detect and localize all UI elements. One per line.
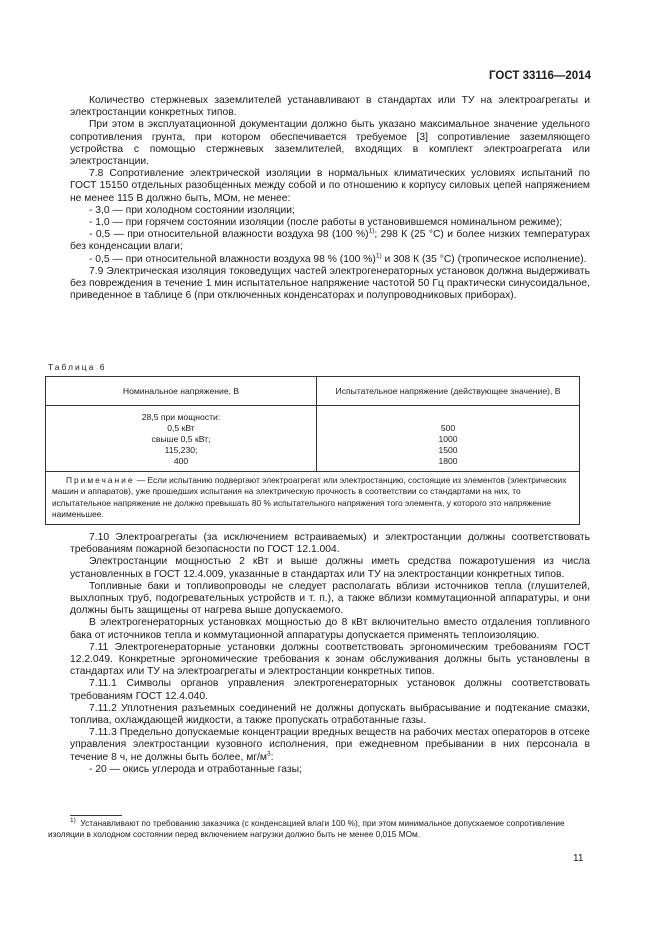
list-item: - 0,5 — при относительной влажности воздуха 98 (100 %)$^{1)}$; 298 К (25 °С) и более низких температурах без конденсации влаги; [70, 227, 590, 253]
paragraph: Электростанции мощностью 2 кВт и выше должны иметь средства пожаротушения из числа установленных в ГОСТ 12.4.009, указанные в стандартах или ТУ на электростанции конкретных типов. [70, 556, 590, 580]
paragraph: Количество стержневых заземлителей устанавливают в стандартах или ТУ на электроагрегаты и электростанции конкретных типов. [70, 95, 590, 119]
table-row [46, 406, 580, 472]
paragraph-7-11: 7.11 Электрогенераторные установки должны соответствовать эргономическим требованиям ГОСТ 12.2.049. Конкретные эргономические требования к зонам обслуживания должны быть установлены в стандартах или ТУ на электроагрегаты и электростанции конкретных типов. [70, 641, 590, 678]
footnote-ref: 1) [375, 252, 382, 260]
table-note: Примечание — Если испытанию подвергают электроагрегат или электростанцию, состоящие из элементов (электрических машин и аппаратов), уже прошедших испытания на электрическую прочность в соответствии со стандартами на них, то испытательное напряжение не должно превышать 80 % испытательного напряжения того элемента, у которого это напряжение наименьшее. [46, 472, 580, 525]
table-6 [45, 376, 580, 525]
paragraph: В электрогенераторных установках мощностью до 8 кВт включительно вместо отдаления топливного бака от источников тепла и коммутационной аппаратуры допускается применять теплоизоляцию. [70, 617, 590, 641]
paragraph-7-11-1: 7.11.1 Символы органов управления электрогенераторных установок должны соответствовать требованиям ГОСТ 12.4.040. [70, 678, 590, 702]
nominal-voltage-cell: 28,5 при мощности: 0,5 кВт свыше 0,5 кВт; 115,230; 400 [46, 406, 317, 472]
paragraph-7-11-3: 7.11.3 Предельно допускаемые концентрации вредных веществ на рабочих местах операторов в отсеке управления электростанции кузовного исполнения, при ежедневном пребывании в них персонала в течение 8 ч, не должны быть более, $мг/м^3$: [70, 727, 590, 763]
list-item: - 3,0 — при холодном состоянии изоляции; [89, 204, 295, 216]
table-header-row [46, 377, 580, 406]
paragraph: Топливные баки и топливопроводы не следует располагать вблизи источников тепла (глушителей, выхлопных труб, подогревательных устройств и т. п.), а также вблизи коммутационной аппаратуры, и они должны быть защищены от нагрева выше допускаемого. [70, 580, 590, 617]
test-voltage-cell: 500 1000 1500 1800 [317, 406, 580, 472]
table-note-row [46, 472, 580, 525]
paragraph-7-10: 7.10 Электроагрегаты (за исключением встраиваемых) и электростанции должны соответствовать требованиям пожарной безопасности по ГОСТ 12.1.004. [70, 532, 590, 556]
paragraph-7-9: 7.9 Электрическая изоляция токоведущих частей электрогенераторных установок должна выдерживать без повреждения в течение 1 мин испытательное напряжение частотой 50 Гц практически синусоидальное, приведенное в таблице 6 (при отключенных конденсаторах и полупроводниковых приборах). [70, 265, 590, 302]
table-caption: Таблица 6 [48, 362, 107, 372]
footnote-text: Устанавливают по требованию заказчика (с конденсацией влаги 100 %), при этом минимальное допускаемое сопротивление изоляции в холодном состоянии перед включением нагрузки должно быть не менее 0,015 МОм. [48, 818, 565, 840]
paragraph: При этом в эксплуатационной документации должно быть указано максимальное значение удельного сопротивления грунта, при котором обеспечивается требуемое [3] сопротивление заземляющего устройства с помощью стержневых заземлителей, входящих в комплект электроагрегата или электростанции. [70, 119, 590, 168]
footnote-ref: 1) [368, 227, 375, 235]
col-header-test: Испытательное напряжение (действующее значение), В [317, 377, 580, 406]
list-item: - 20 — окись углерода и отработанные газы; [89, 763, 302, 775]
paragraph-7-8: 7.8 Сопротивление электрической изоляции в нормальных климатических условиях испытаний по ГОСТ 15150 отдельных разобщенных между собой и по отношению к корпусу силовых цепей напряжением не менее 115 В должно быть, МОм, не менее: [70, 168, 590, 204]
list-item: - 1,0 — при горячем состоянии изоляции (после работы в установившемся номинальном режиме); [89, 217, 563, 229]
text-block-2 [70, 532, 590, 776]
standard-designation: ГОСТ 33116—2014 [489, 70, 591, 82]
footnote [48, 818, 588, 841]
page-number: 11 [573, 853, 584, 864]
footnote-mark: 1) [70, 817, 76, 825]
col-header-nominal: Номинальное напряжение, В [46, 377, 317, 406]
paragraph-7-11-2: 7.11.2 Уплотнения разъемных соединений не должны допускать выбрасывание и подтекание смазки, топлива, охлаждающей жидкости, а также пропускать отработанные газы. [70, 702, 590, 727]
note-label: Примечание [66, 475, 135, 485]
list-item: - 0,5 — при относительной влажности воздуха 98 % (100 %)$^{1)}$ и 308 К (35 °С) (тропическое исполнение). [89, 252, 587, 265]
footnote-divider [70, 815, 122, 816]
text-block-1 [70, 95, 590, 302]
